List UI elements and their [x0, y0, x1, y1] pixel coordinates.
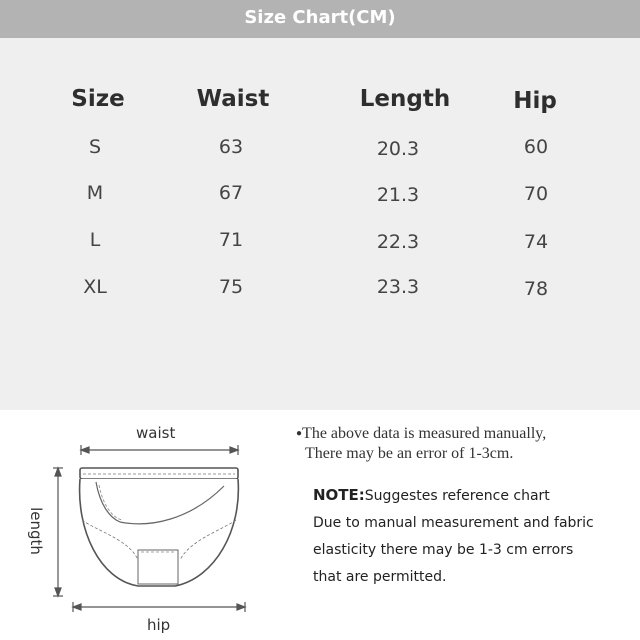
header-size: Size	[71, 86, 125, 112]
waist-label: waist	[136, 424, 176, 442]
note-block	[313, 482, 633, 591]
cell-waist: 63	[218, 136, 244, 158]
cell-length: 21.3	[376, 184, 420, 206]
cell-size: L	[89, 229, 101, 251]
measurement-disclaimer	[296, 424, 636, 464]
header-waist: Waist	[196, 86, 270, 112]
disclaimer-line-2: There may be an error of 1-3cm.	[305, 445, 514, 462]
disclaimer-line-1: The above data is measured manually,	[302, 425, 547, 442]
note-line-4: that are permitted.	[313, 569, 447, 585]
note-line-1: Suggestes reference chart	[364, 488, 550, 504]
cell-hip: 70	[523, 183, 549, 205]
header-hip: Hip	[513, 88, 557, 114]
cell-length: 20.3	[376, 138, 420, 160]
cell-length: 23.3	[376, 276, 420, 298]
measurement-diagram	[0, 410, 280, 640]
note-line-3: elasticity there may be 1-3 cm errors	[313, 542, 574, 558]
cell-waist: 75	[218, 276, 244, 298]
size-chart-title: Size Chart(CM)	[0, 0, 640, 38]
cell-length: 22.3	[376, 231, 420, 253]
cell-size: M	[86, 182, 104, 204]
cell-waist: 71	[218, 229, 244, 251]
note-line-2: Due to manual measurement and fabric	[313, 515, 594, 531]
cell-waist: 67	[218, 182, 244, 204]
size-table	[0, 38, 640, 410]
cell-hip: 78	[523, 278, 549, 300]
cell-size: S	[88, 136, 102, 158]
cell-hip: 60	[523, 136, 549, 158]
note-heading: NOTE:	[313, 486, 365, 504]
bullet-icon: ●	[296, 428, 303, 439]
hip-label: hip	[147, 616, 171, 634]
cell-hip: 74	[523, 231, 549, 253]
length-label: length	[26, 507, 45, 555]
cell-size: XL	[83, 276, 107, 298]
header-length: Length	[359, 86, 451, 112]
